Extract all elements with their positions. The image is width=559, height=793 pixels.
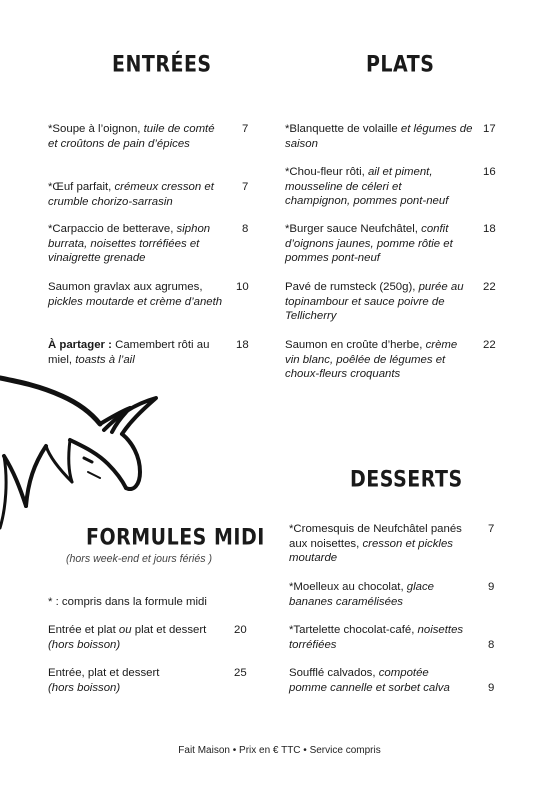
goat-head-drawing-icon [0, 360, 175, 530]
menu-item-entree-3: *Carpaccio de betterave, siphon burrata, noisettes torréfiées et vinaigrette grenade 8 [48, 223, 249, 265]
menu-item-entree-1: *Soupe à l’oignon, tuile de comté et croûtons de pain d’épices 7 [48, 123, 249, 150]
formule-item-1: Entrée et plat ou plat et dessert (hors boisson) 20 [48, 624, 247, 651]
menu-item-plat-2: *Chou-fleur rôti, ail et piment, mousseline de céleri et champignon, pommes pont-neuf 16 [285, 166, 496, 208]
price: 17 [483, 123, 496, 135]
menu-item-entree-2: *Œuf parfait, crémeux cresson et crumble chorizo-sarrasin 7 [48, 181, 249, 208]
plats-heading: PLATS [366, 52, 435, 78]
formule-note: * : compris dans la formule midi [48, 596, 207, 608]
menu-item-plat-4: Pavé de rumsteck (250g), purée au topinambour et sauce poivre de Tellicherry 22 [285, 281, 496, 323]
price: 18 [236, 339, 249, 351]
menu-item-plat-5: Saumon en croûte d’herbe, crème vin blanc, poêlée de légumes et choux-fleurs croquants 22 [285, 339, 496, 381]
menu-item-dessert-1: *Cromesquis de Neufchâtel panés aux noisettes, cresson et pickles moutarde 7 [289, 523, 495, 565]
price: 9 [488, 681, 495, 694]
price: 25 [234, 667, 247, 679]
menu-item-dessert-3: *Tartelette chocolat-café, noisettes torréfiées 8 [289, 624, 495, 651]
price: 9 [488, 581, 495, 593]
price: 8 [488, 638, 495, 651]
price: 7 [488, 523, 495, 535]
price: 10 [236, 281, 249, 293]
price: 16 [483, 166, 496, 178]
price: 22 [483, 281, 496, 293]
price: 22 [483, 339, 496, 351]
price: 18 [483, 223, 496, 235]
price: 20 [234, 624, 247, 636]
menu-item-plat-3: *Burger sauce Neufchâtel, confit d’oignons jaunes, pomme rôtie et pommes pont-neuf 18 [285, 223, 496, 265]
footer-note: Fait Maison • Prix en € TTC • Service compris [178, 745, 381, 756]
price: 7 [242, 181, 249, 193]
desserts-heading: DESSERTS [350, 467, 463, 493]
menu-item-plat-1: *Blanquette de volaille et légumes de saison 17 [285, 123, 496, 150]
formule-item-2: Entrée, plat et dessert (hors boisson) 25 [48, 667, 247, 694]
entrees-heading: ENTRÉES [112, 52, 212, 78]
price: 7 [242, 123, 249, 135]
formules-heading: FORMULES MIDI [86, 525, 265, 551]
menu-item-dessert-4: Soufflé calvados, compotée pomme cannelle et sorbet calva 9 [289, 667, 495, 694]
menu-item-entree-5: À partager : Camembert rôti au miel, toasts à l’ail 18 [48, 339, 249, 366]
menu-item-entree-4: Saumon gravlax aux agrumes, pickles moutarde et crème d’aneth 10 [48, 281, 249, 308]
price: 8 [242, 223, 249, 235]
menu-item-dessert-2: *Moelleux au chocolat, glace bananes caramélisées 9 [289, 581, 495, 608]
formules-subtitle: (hors week-end et jours fériés ) [66, 553, 213, 565]
